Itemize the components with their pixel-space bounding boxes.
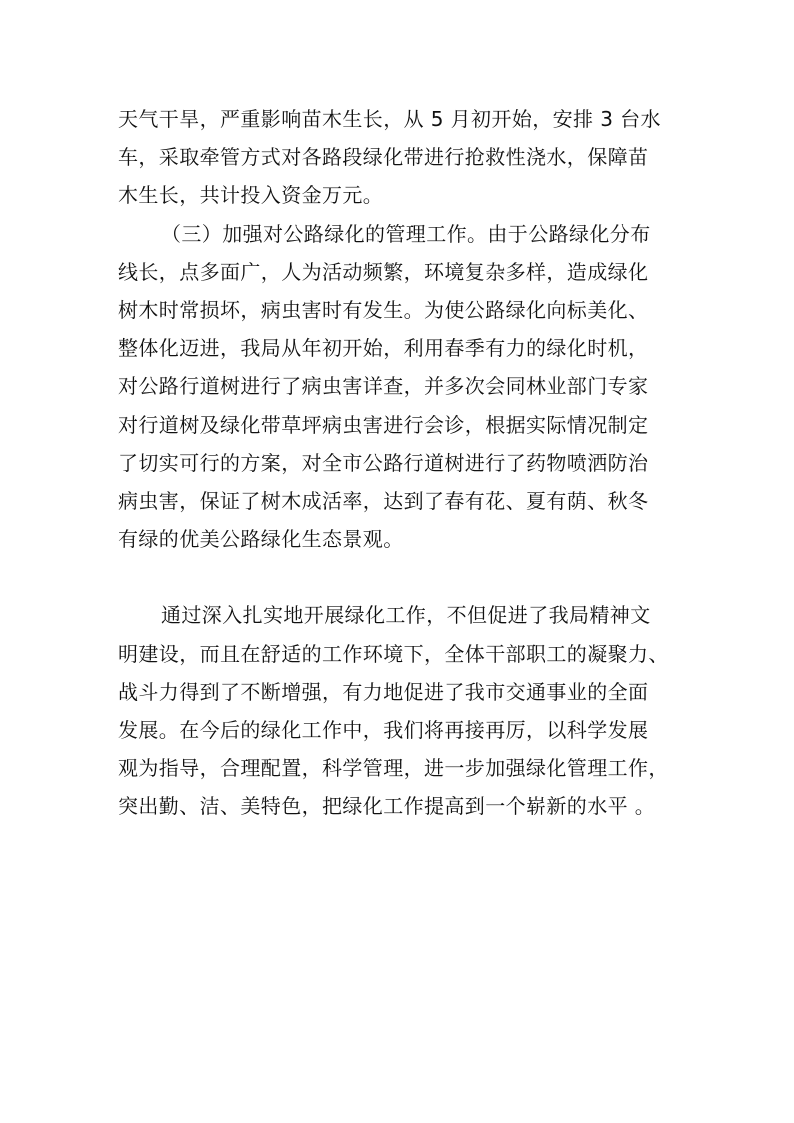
- text-line: 战斗力得到了不断增强，有力地促进了我市交通事业的全面: [118, 679, 649, 704]
- text-line: 观为指导，合理配置，科学管理，进一步加强绿化管理工作，: [118, 756, 669, 781]
- text-line: 了切实可行的方案，对全市公路行道树进行了药物喷洒防治: [118, 450, 649, 475]
- paragraph-drought-watering: [118, 100, 678, 215]
- text-line: 对行道树及绿化带草坪病虫害进行会诊，根据实际情况制定: [118, 412, 649, 437]
- text-line: 天气干旱，严重影响苗木生长，从 5 月初开始，安排 3 台水: [118, 107, 661, 131]
- text-line: 对公路行道树进行了病虫害详查，并多次会同林业部门专家: [118, 374, 649, 399]
- text-line: 通过深入扎实地开展绿化工作，不但促进了我局精神文: [161, 603, 651, 628]
- text-line: 有绿的优美公路绿化生态景观。: [118, 527, 404, 552]
- text-line: 整体化迈进，我局从年初开始，利用春季有力的绿化时机，: [118, 336, 649, 361]
- text-line: 突出勤、洁、美特色，把绿化工作提高到一个崭新的水平 。: [118, 794, 656, 819]
- text-line: 木生长，共计投入资金万元。: [118, 183, 384, 208]
- text-line: （三）加强对公路绿化的管理工作。由于公路绿化分布: [161, 221, 651, 246]
- text-line: 线长，点多面广，人为活动频繁，环境复杂多样，造成绿化: [118, 259, 649, 284]
- text-line: 发展。在今后的绿化工作中，我们将再接再厉，以科学发展: [118, 718, 649, 742]
- text-line: 树木时常损坏，病虫害时有发生。为使公路绿化向标美化、: [118, 297, 649, 322]
- text-line: 明建设，而且在舒适的工作环境下，全体干部职工的凝聚力、: [118, 641, 669, 666]
- text-line: 车，采取牵管方式对各路段绿化带进行抢救性浇水，保障苗: [118, 145, 649, 170]
- text-line: [118, 558, 678, 596]
- paragraph-conclusion: [118, 596, 678, 825]
- paragraph-management-work: [118, 215, 678, 597]
- document-body: [118, 100, 678, 826]
- text-line: 病虫害，保证了树木成活率，达到了春有花、夏有荫、秋冬: [118, 488, 649, 513]
